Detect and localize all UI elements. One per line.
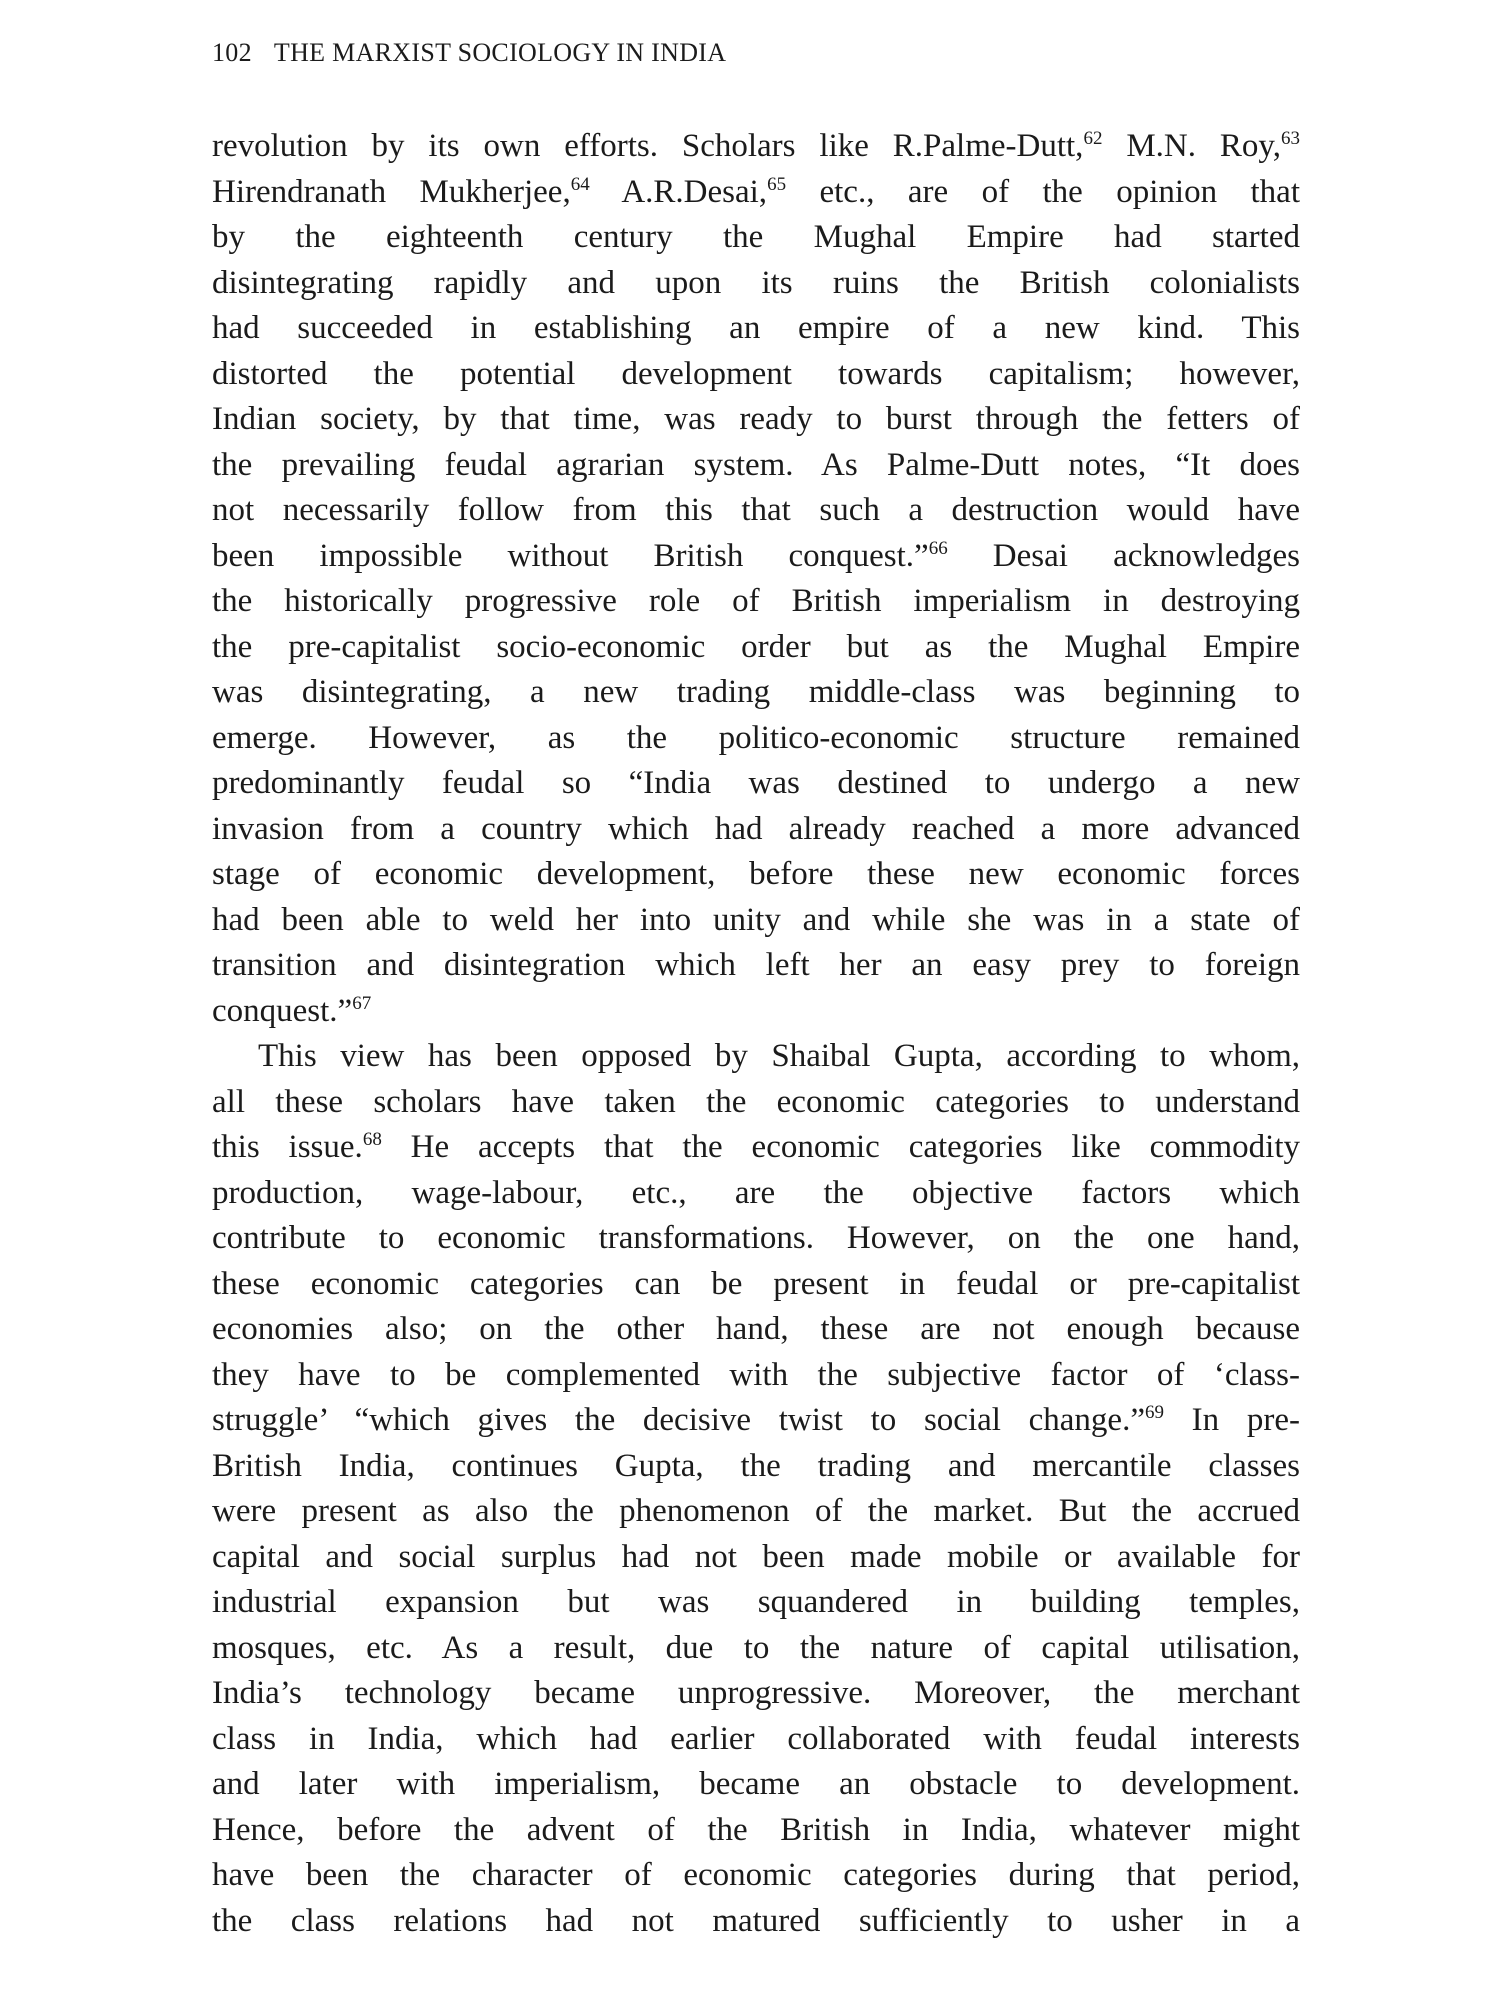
text-line: have been the character of economic categories during that period,: [212, 1857, 1300, 1893]
text-line: invasion from a country which had already reached a more advanced: [212, 810, 1300, 847]
text-line: economies also; on the other hand, these are not enough because: [212, 1311, 1300, 1347]
text-line: were present as also the phenomenon of the market. But the accrued: [212, 1493, 1300, 1529]
text-line: production, wage-labour, etc., are the objective factors which: [212, 1174, 1300, 1211]
page-number: 102: [212, 38, 252, 67]
text-line: not necessarily follow from this that such a destruction would have: [212, 492, 1300, 528]
text-line: transition and disintegration which left her an easy prey to foreign: [212, 947, 1300, 983]
text-line: stage of economic development, before these new economic forces: [212, 856, 1300, 892]
text-line: this issue.$^{68}$ He accepts that the economic categories like commodity: [212, 1129, 1301, 1165]
text-line: all these scholars have taken the economic categories to understand: [212, 1083, 1300, 1120]
footnote-ref: 64: [570, 173, 590, 195]
footnote-ref: 65: [767, 173, 787, 195]
text-line: conquest.”$^{67}$: [212, 992, 372, 1029]
text-line: disintegrating rapidly and upon its ruins the British colonialists: [212, 264, 1300, 301]
footnote-ref: 68: [362, 1129, 382, 1150]
text-line: capital and social surplus had not been made mobile or available for: [212, 1538, 1300, 1575]
footnote-ref: 67: [352, 992, 372, 1014]
text-line: contribute to economic transformations. However, on the one hand,: [212, 1220, 1300, 1256]
text-line: Indian society, by that time, was ready to burst through the fetters of: [212, 401, 1300, 437]
text-line: the prevailing feudal agrarian system. As Palme-Dutt notes, “It does: [212, 446, 1300, 483]
text-line: had succeeded in establishing an empire of a new kind. This: [212, 310, 1300, 346]
body-text: [212, 124, 1300, 1944]
text-line: industrial expansion but was squandered in building temples,: [212, 1584, 1300, 1620]
footnote-ref: 66: [928, 537, 948, 559]
text-line: Hirendranath Mukherjee,$^{64}$ A.R.Desai,$^{65}$ etc., are of the opinion that: [212, 173, 1300, 210]
text-line: mosques, etc. As a result, due to the nature of capital utilisation,: [212, 1629, 1300, 1666]
text-line: was disintegrating, a new trading middle-class was beginning to: [212, 674, 1300, 710]
text-line: struggle’ “which gives the decisive twist to social change.”$^{69}$ In pre-: [212, 1402, 1300, 1438]
text-line: This view has been opposed by Shaibal Gupta, according to whom,: [258, 1038, 1300, 1074]
running-title: THE MARXIST SOCIOLOGY IN INDIA: [273, 38, 727, 67]
footnote-ref: 69: [1144, 1402, 1164, 1423]
text-line: revolution by its own efforts. Scholars like R.Palme-Dutt,$^{62}$ M.N. Roy,$^{63}$: [212, 128, 1301, 164]
paragraph-2: [212, 1034, 1300, 1944]
text-line: been impossible without British conquest.”$^{66}$ Desai acknowledges: [212, 537, 1300, 574]
text-line: by the eighteenth century the Mughal Empire had started: [212, 219, 1300, 255]
text-line: and later with imperialism, became an obstacle to development.: [212, 1766, 1300, 1802]
text-line: the pre-capitalist socio-economic order but as the Mughal Empire: [212, 628, 1300, 665]
paragraph-1: [212, 124, 1300, 1034]
running-head: [212, 38, 726, 68]
text-line: they have to be complemented with the subjective factor of ‘class-: [212, 1356, 1300, 1393]
text-line: class in India, which had earlier collaborated with feudal interests: [212, 1720, 1300, 1757]
text-line: distorted the potential development towards capitalism; however,: [212, 355, 1300, 392]
text-line: predominantly feudal so “India was destined to undergo a new: [212, 765, 1300, 801]
text-line: India’s technology became unprogressive. Moreover, the merchant: [212, 1675, 1300, 1711]
text-line: emerge. However, as the politico-economic structure remained: [212, 719, 1300, 756]
footnote-ref: 63: [1281, 128, 1301, 149]
text-line: these economic categories can be present in feudal or pre-capitalist: [212, 1265, 1300, 1302]
text-line: had been able to weld her into unity and while she was in a state of: [212, 901, 1300, 938]
text-line: the class relations had not matured sufficiently to usher in a: [212, 1902, 1300, 1939]
text-line: British India, continues Gupta, the trading and mercantile classes: [212, 1447, 1300, 1484]
text-line: the historically progressive role of British imperialism in destroying: [212, 583, 1300, 619]
text-line: Hence, before the advent of the British in India, whatever might: [212, 1811, 1300, 1848]
footnote-ref: 62: [1083, 128, 1103, 149]
